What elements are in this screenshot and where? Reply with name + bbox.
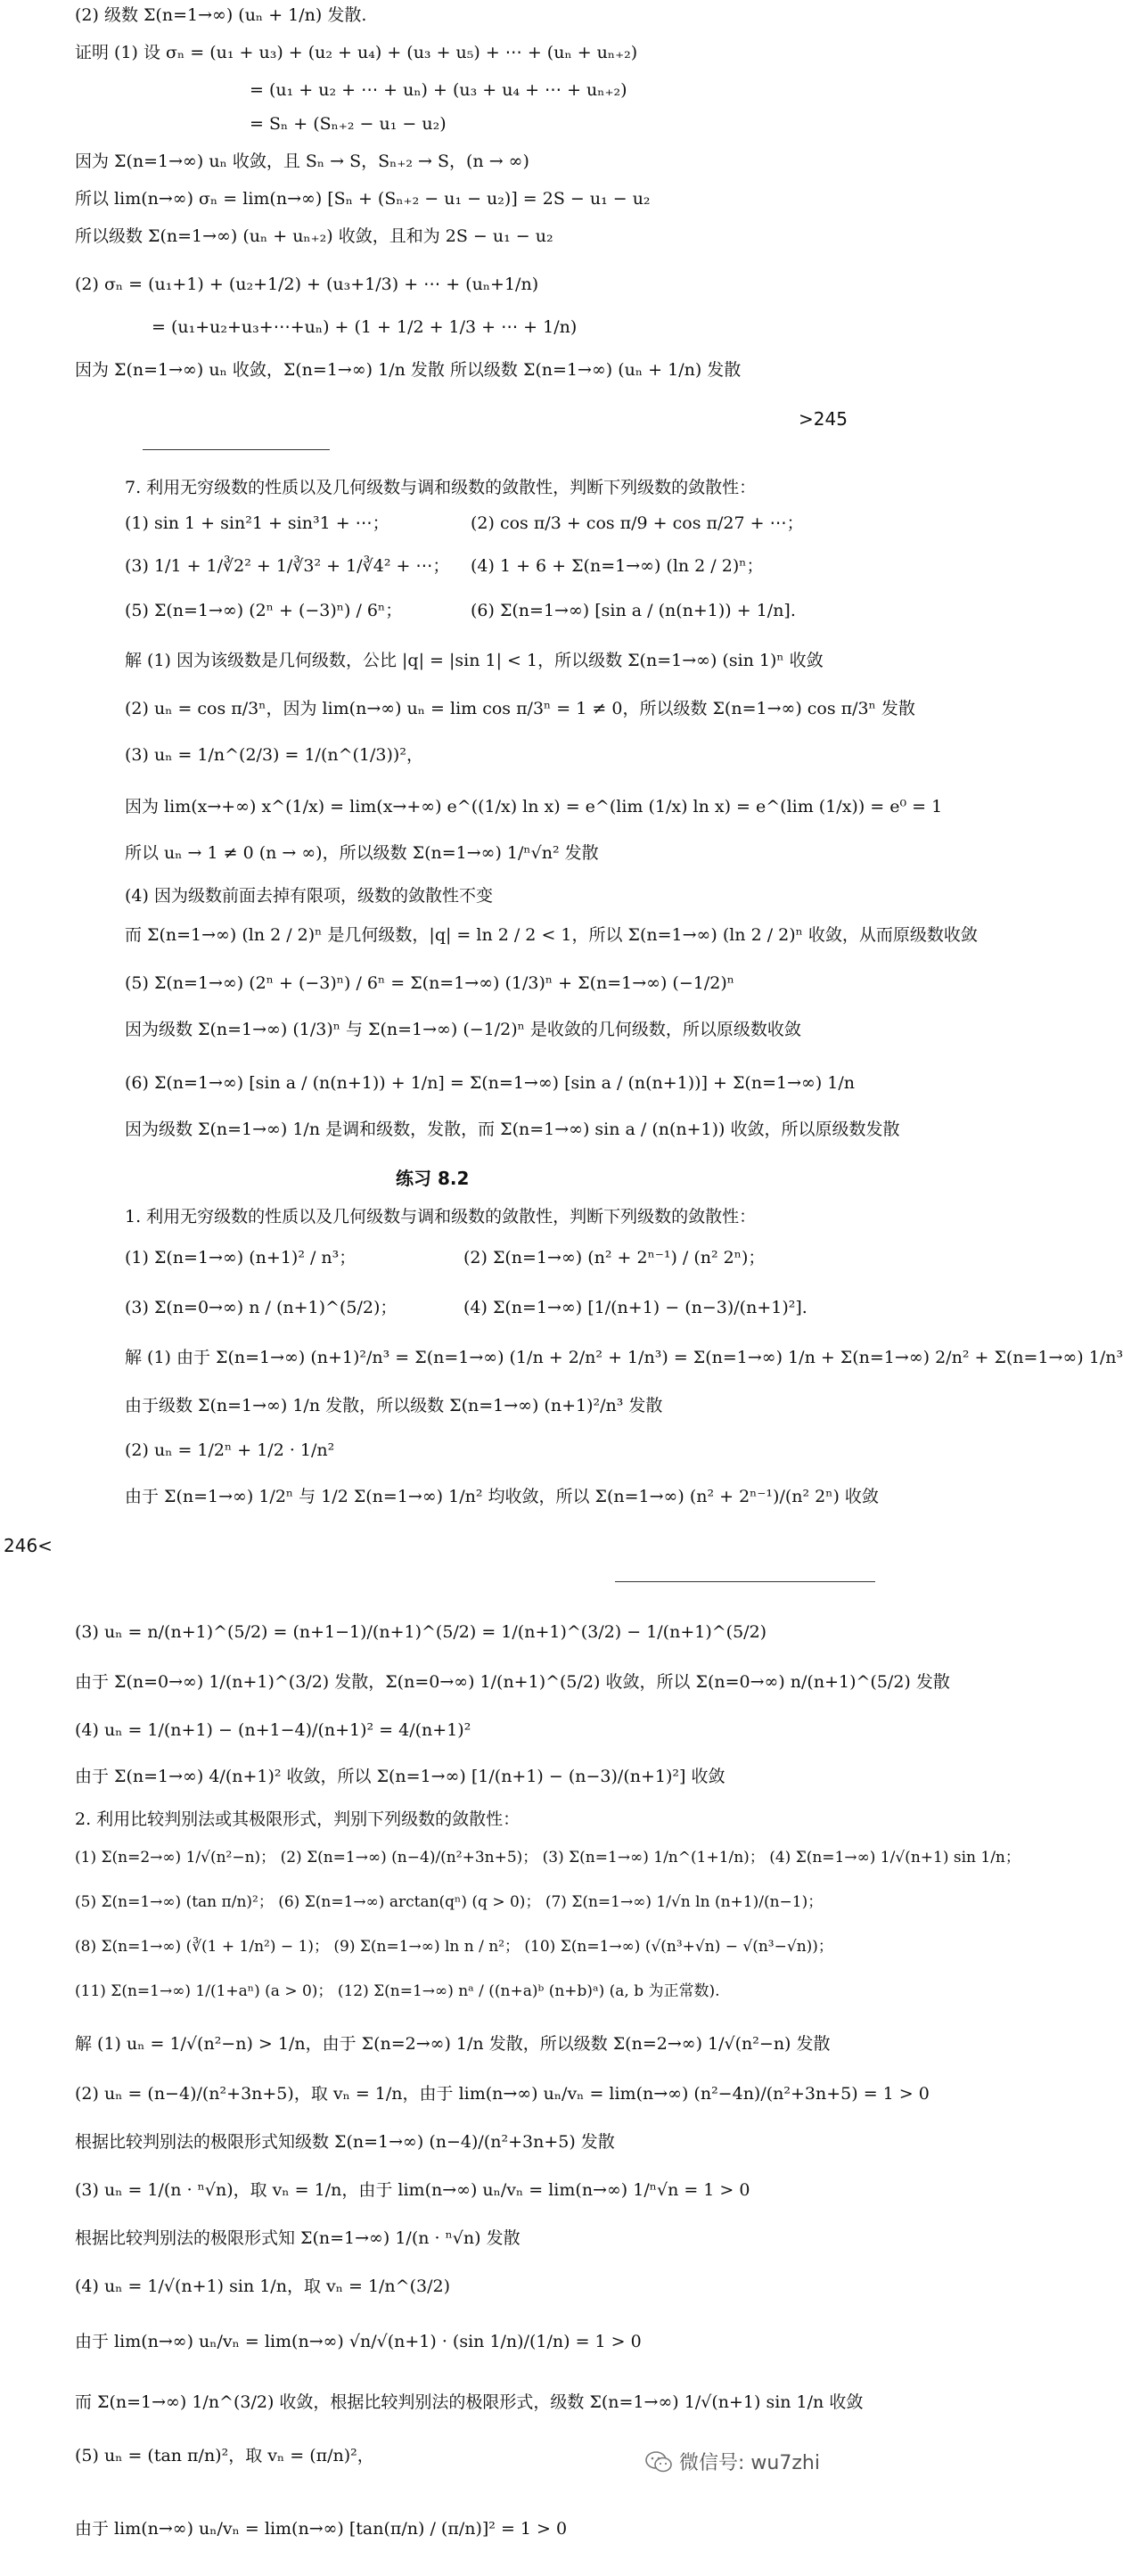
solution-line: 所以 uₙ → 1 ≠ 0 (n → ∞)，所以级数 Σ(n=1→∞) 1/ⁿ√n² 发散 — [125, 843, 599, 863]
solution-line: 解 (1) uₙ = 1/√(n²−n) > 1/n，由于 Σ(n=2→∞) 1/n 发散，所以级数 Σ(n=2→∞) 1/√(n²−n) 发散 — [75, 2034, 831, 2054]
text-line: 因为 Σ(n=1→∞) uₙ 收敛，且 Sₙ → S，Sₙ₊₂ → S，(n → ∞) — [75, 152, 529, 171]
solution-line: 由于 Σ(n=0→∞) 1/(n+1)^(3/2) 发散，Σ(n=0→∞) 1/(n+1)^(5/2) 收敛，所以 Σ(n=0→∞) n/(n+1)^(5/2) 发散 — [75, 1672, 950, 1692]
solution-line: (4) uₙ = 1/√(n+1) sin 1/n，取 vₙ = 1/n^(3/2) — [75, 2277, 450, 2296]
watermark-label: 微信号: wu7zhi — [679, 2452, 820, 2474]
solution-line: 因为级数 Σ(n=1→∞) (1/3)ⁿ 与 Σ(n=1→∞) (−1/2)ⁿ 是收敛的几何级数，所以原级数收敛 — [125, 1020, 801, 1039]
text-line: = (u₁ + u₂ + ⋯ + uₙ) + (u₃ + u₄ + ⋯ + uₙ₊₂) — [250, 80, 627, 100]
section-title: 练习 8.2 — [396, 1168, 470, 1189]
solution-line: 由于 Σ(n=1→∞) 4/(n+1)² 收敛，所以 Σ(n=1→∞) [1/(n+1) − (n−3)/(n+1)²] 收敛 — [75, 1767, 725, 1786]
question-item: (11) Σ(n=1→∞) 1/(1+aⁿ) (a > 0)； (12) Σ(n=1→∞) nᵃ / ((n+a)ᵇ (n+b)ᵃ) (a, b 为正常数). — [75, 1982, 720, 2000]
solution-line: (3) uₙ = 1/(n · ⁿ√n)，取 vₙ = 1/n，由于 lim(n→∞) uₙ/vₙ = lim(n→∞) 1/ⁿ√n = 1 > 0 — [75, 2180, 750, 2200]
text-line: 因为 Σ(n=1→∞) uₙ 收敛，Σ(n=1→∞) 1/n 发散 所以级数 Σ(n=1→∞) (uₙ + 1/n) 发散 — [75, 360, 742, 380]
solution-line: (4) 因为级数前面去掉有限项，级数的敛散性不变 — [125, 886, 493, 906]
solution-line: 解 (1) 由于 Σ(n=1→∞) (n+1)²/n³ = Σ(n=1→∞) (1/n + 2/n² + 1/n³) = Σ(n=1→∞) 1/n + Σ(n=1→∞) 2/n² + Σ(n=1→∞) 1/n³ — [125, 1348, 1123, 1367]
question-item: (8) Σ(n=1→∞) (∛(1 + 1/n²) − 1)； (9) Σ(n=1→∞) ln n / n²； (10) Σ(n=1→∞) (√(n³+√n) − √(n³−√n))； — [75, 1938, 833, 1956]
solution-line: 由于级数 Σ(n=1→∞) 1/n 发散，所以级数 Σ(n=1→∞) (n+1)²/n³ 发散 — [125, 1396, 663, 1415]
page-number: >245 — [799, 408, 848, 430]
question-item: (5) Σ(n=1→∞) (2ⁿ + (−3)ⁿ) / 6ⁿ； — [125, 601, 403, 620]
solution-line: (5) uₙ = (tan π/n)²，取 vₙ = (π/n)²， — [75, 2446, 374, 2465]
question-item: (3) Σ(n=0→∞) n / (n+1)^(5/2)； — [125, 1298, 398, 1317]
question-heading: 2. 利用比较判别法或其极限形式，判别下列级数的敛散性： — [75, 1809, 521, 1829]
question-heading: 7. 利用无穷级数的性质以及几何级数与调和级数的敛散性，判断下列级数的敛散性： — [125, 478, 757, 497]
question-item: (4) 1 + 6 + Σ(n=1→∞) (ln 2 / 2)ⁿ； — [471, 556, 764, 576]
question-item: (6) Σ(n=1→∞) [sin a / (n(n+1)) + 1/n]. — [471, 601, 796, 620]
solution-line: 由于 lim(n→∞) uₙ/vₙ = lim(n→∞) [tan(π/n) / (π/n)]² = 1 > 0 — [75, 2519, 568, 2539]
watermark — [645, 2448, 820, 2475]
solution-line: 解 (1) 因为该级数是几何级数，公比 |q| = |sin 1| < 1，所以级数 Σ(n=1→∞) (sin 1)ⁿ 收敛 — [125, 651, 824, 670]
text-line: = Sₙ + (Sₙ₊₂ − u₁ − u₂) — [250, 114, 447, 134]
question-item: (3) 1/1 + 1/∛2² + 1/∛3² + 1/∛4² + ⋯； — [125, 556, 450, 576]
solution-line: (6) Σ(n=1→∞) [sin a / (n(n+1)) + 1/n] = Σ(n=1→∞) [sin a / (n(n+1))] + Σ(n=1→∞) 1/n — [125, 1073, 856, 1093]
question-item: (4) Σ(n=1→∞) [1/(n+1) − (n−3)/(n+1)²]. — [463, 1298, 807, 1317]
question-item: (2) cos π/3 + cos π/9 + cos π/27 + ⋯； — [471, 513, 804, 533]
text-line: (2) σₙ = (u₁+1) + (u₂+1/2) + (u₃+1/3) + ⋯ + (uₙ+1/n) — [75, 275, 539, 294]
solution-line: 由于 lim(n→∞) uₙ/vₙ = lim(n→∞) √n/√(n+1) · (sin 1/n)/(1/n) = 1 > 0 — [75, 2332, 642, 2351]
text-line: 所以级数 Σ(n=1→∞) (uₙ + uₙ₊₂) 收敛，且和为 2S − u₁ − u₂ — [75, 226, 553, 246]
text-line: 所以 lim(n→∞) σₙ = lim(n→∞) [Sₙ + (Sₙ₊₂ − u₁ − u₂)] = 2S − u₁ − u₂ — [75, 189, 651, 209]
solution-line: 根据比较判别法的极限形式知级数 Σ(n=1→∞) (n−4)/(n²+3n+5) 发散 — [75, 2132, 615, 2152]
solution-line: (2) uₙ = 1/2ⁿ + 1/2 · 1/n² — [125, 1440, 335, 1460]
solution-line: (2) uₙ = (n−4)/(n²+3n+5)，取 vₙ = 1/n，由于 lim(n→∞) uₙ/vₙ = lim(n→∞) (n²−4n)/(n²+3n+5) = 1 > 0 — [75, 2084, 930, 2104]
solution-line: (2) uₙ = cos π/3ⁿ，因为 lim(n→∞) uₙ = lim cos π/3ⁿ = 1 ≠ 0，所以级数 Σ(n=1→∞) cos π/3ⁿ 发散 — [125, 699, 915, 718]
text-line: = (u₁+u₂+u₃+⋯+uₙ) + (1 + 1/2 + 1/3 + ⋯ + 1/n) — [152, 317, 578, 337]
question-item: (1) Σ(n=1→∞) (n+1)² / n³； — [125, 1248, 357, 1267]
text-line: (2) 级数 Σ(n=1→∞) (uₙ + 1/n) 发散. — [75, 5, 367, 25]
solution-line: (5) Σ(n=1→∞) (2ⁿ + (−3)ⁿ) / 6ⁿ = Σ(n=1→∞) (1/3)ⁿ + Σ(n=1→∞) (−1/2)ⁿ — [125, 973, 734, 993]
question-item: (1) Σ(n=2→∞) 1/√(n²−n)； (2) Σ(n=1→∞) (n−4)/(n²+3n+5)； (3) Σ(n=1→∞) 1/n^(1+1/n)； (4) Σ(n=1→∞) 1/√(n+1) sin 1/n； — [75, 1849, 1021, 1866]
question-item: (5) Σ(n=1→∞) (tan π/n)²； (6) Σ(n=1→∞) arctan(qⁿ) (q > 0)； (7) Σ(n=1→∞) 1/√n ln (n+1)/(n−1)； — [75, 1893, 824, 1911]
divider — [143, 449, 330, 450]
solution-line: 根据比较判别法的极限形式知 Σ(n=1→∞) 1/(n · ⁿ√n) 发散 — [75, 2228, 521, 2248]
question-heading: 1. 利用无穷级数的性质以及几何级数与调和级数的敛散性，判断下列级数的敛散性： — [125, 1207, 757, 1226]
solution-line: 由于 Σ(n=1→∞) 1/2ⁿ 与 1/2 Σ(n=1→∞) 1/n² 均收敛，所以 Σ(n=1→∞) (n² + 2ⁿ⁻¹)/(n² 2ⁿ) 收敛 — [125, 1487, 879, 1506]
question-item: (1) sin 1 + sin²1 + sin³1 + ⋯； — [125, 513, 389, 533]
solution-line: 而 Σ(n=1→∞) (ln 2 / 2)ⁿ 是几何级数，|q| = ln 2 / 2 < 1，所以 Σ(n=1→∞) (ln 2 / 2)ⁿ 收敛，从而原级数收敛 — [125, 925, 978, 945]
wechat-icon — [645, 2450, 672, 2473]
solution-line: 而 Σ(n=1→∞) 1/n^(3/2) 收敛，根据比较判别法的极限形式，级数 Σ(n=1→∞) 1/√(n+1) sin 1/n 收敛 — [75, 2392, 864, 2412]
question-item: (2) Σ(n=1→∞) (n² + 2ⁿ⁻¹) / (n² 2ⁿ)； — [463, 1248, 766, 1267]
divider — [615, 1581, 875, 1582]
solution-line: 因为级数 Σ(n=1→∞) 1/n 是调和级数，发散，而 Σ(n=1→∞) sin a / (n(n+1)) 收敛，所以原级数发散 — [125, 1120, 900, 1139]
solution-line: (3) uₙ = 1/n^(2/3) = 1/(n^(1/3))²， — [125, 745, 423, 765]
solution-line: 因为 lim(x→+∞) x^(1/x) = lim(x→+∞) e^((1/x) ln x) = e^(lim (1/x) ln x) = e^(lim (1/x)) = e⁰ = 1 — [125, 797, 943, 816]
solution-line: (4) uₙ = 1/(n+1) − (n+1−4)/(n+1)² = 4/(n+1)² — [75, 1720, 471, 1740]
solution-line: (3) uₙ = n/(n+1)^(5/2) = (n+1−1)/(n+1)^(5/2) = 1/(n+1)^(3/2) − 1/(n+1)^(5/2) — [75, 1622, 767, 1642]
page-number: 246< — [4, 1535, 53, 1556]
text-line: 证明 (1) 设 σₙ = (u₁ + u₃) + (u₂ + u₄) + (u₃ + u₅) + ⋯ + (uₙ + uₙ₊₂) — [75, 43, 638, 62]
